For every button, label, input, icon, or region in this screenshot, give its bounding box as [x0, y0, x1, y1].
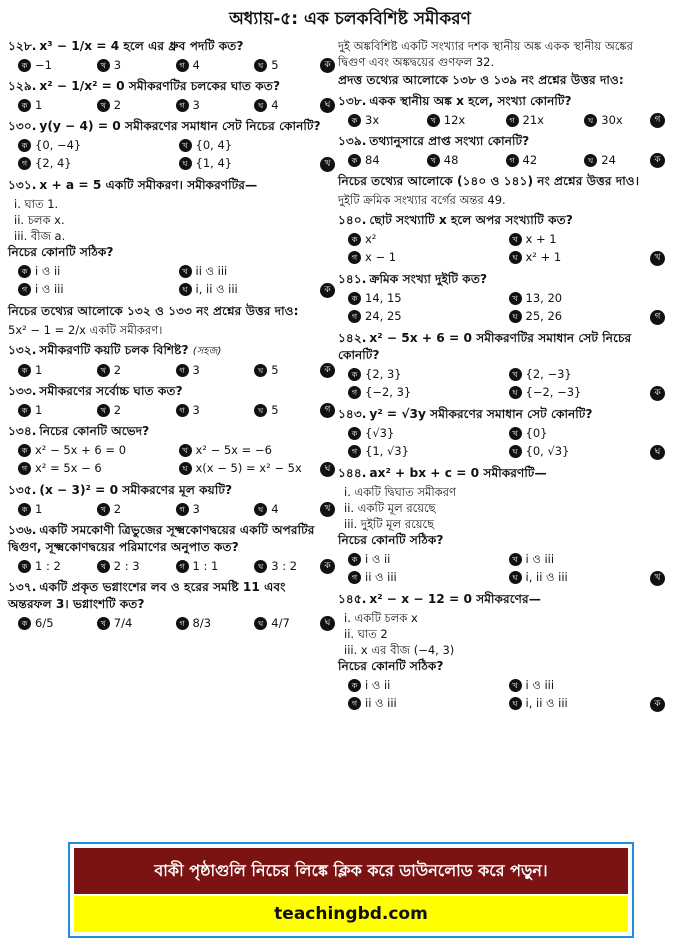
- answer-badge-icon: ক: [650, 697, 665, 712]
- option-b[interactable]: খ {0}: [509, 425, 664, 442]
- question-number: ১৩৮.: [338, 94, 367, 108]
- question-number: ১৩৩.: [8, 384, 37, 398]
- option-letter-icon: ঘ: [179, 157, 192, 170]
- option-letter-icon: ঘ: [254, 560, 267, 573]
- option-a[interactable]: ক x²: [348, 231, 503, 248]
- option-letter-icon: গ: [348, 386, 361, 399]
- option-d[interactable]: ঘ {0, √3}: [509, 443, 664, 460]
- option-letter-icon: গ: [18, 462, 31, 475]
- option-letter-icon: ঘ: [509, 445, 522, 458]
- option-d[interactable]: ঘ x² + 1: [509, 249, 664, 266]
- option-letter-icon: গ: [176, 617, 189, 630]
- option-letter-icon: ঘ: [254, 503, 267, 516]
- statement: ii. চলক x.: [14, 213, 65, 227]
- option-c[interactable]: গ x − 1: [348, 249, 503, 266]
- options: [8, 442, 333, 478]
- option-c[interactable]: গ 1 : 1: [176, 558, 255, 575]
- option-a[interactable]: ক 1: [18, 362, 97, 379]
- question-text: ক্রমিক সংখ্যা দুইটি কত?: [369, 272, 488, 286]
- option-letter-icon: খ: [179, 265, 192, 278]
- option-b[interactable]: খ {2, −3}: [509, 366, 664, 383]
- option-letter-icon: ঘ: [254, 404, 267, 417]
- option-d[interactable]: ঘ x(x − 5) = x² − 5x: [179, 460, 334, 477]
- question-137: [8, 579, 333, 632]
- options: [338, 112, 663, 129]
- option-a[interactable]: ক 84: [348, 152, 427, 169]
- question-text: ax² + bx + c = 0 সমীকরণটি—: [369, 466, 547, 480]
- option-letter-icon: খ: [427, 114, 440, 127]
- option-c[interactable]: গ 4: [176, 57, 255, 74]
- answer-badge-icon: ক: [320, 58, 335, 73]
- option-a[interactable]: ক i ও ii: [18, 263, 173, 280]
- option-letter-icon: খ: [97, 560, 110, 573]
- info-140-141: [338, 173, 663, 208]
- option-letter-icon: খ: [97, 404, 110, 417]
- option-d[interactable]: ঘ 5: [254, 362, 333, 379]
- question-number: ১৪০.: [338, 213, 367, 227]
- option-letter-icon: খ: [179, 139, 192, 152]
- option-letter-icon: খ: [97, 364, 110, 377]
- option-d[interactable]: ঘ 3 : 2: [254, 558, 333, 575]
- question-144: [338, 465, 663, 587]
- answer-badge-icon: খ: [650, 571, 665, 586]
- option-d[interactable]: ঘ {1, 4}: [179, 155, 334, 172]
- question-text: একক স্থানীয় অঙ্ক x হলে, সংখ্যা কোনটি?: [369, 94, 572, 108]
- answer-badge-icon: খ: [320, 157, 335, 172]
- question-text: y² = √3y সমীকরণের সমাধান সেট কোনটি?: [369, 407, 593, 421]
- question-text: x³ − 1/x = 4 হলে এর ধ্রুব পদটি কত?: [39, 39, 244, 53]
- question-145: [338, 591, 663, 713]
- option-letter-icon: ঘ: [509, 251, 522, 264]
- options: [8, 263, 333, 299]
- options: [338, 231, 663, 267]
- option-c[interactable]: গ {1, √3}: [348, 443, 503, 460]
- question-number: ১৩০.: [8, 119, 37, 133]
- option-letter-icon: গ: [18, 283, 31, 296]
- options: [338, 551, 663, 587]
- info-132-133: [8, 303, 333, 338]
- option-b[interactable]: খ 7/4: [97, 615, 176, 632]
- statement: i. একটি চলক x: [344, 611, 418, 625]
- option-b[interactable]: খ 12x: [427, 112, 506, 129]
- option-letter-icon: ঘ: [254, 617, 267, 630]
- option-letter-icon: ক: [18, 617, 31, 630]
- option-letter-icon: ক: [18, 503, 31, 516]
- option-c[interactable]: গ x² = 5x − 6: [18, 460, 173, 477]
- option-letter-icon: ক: [348, 154, 361, 167]
- option-letter-icon: ক: [18, 444, 31, 457]
- option-letter-icon: খ: [97, 617, 110, 630]
- option-letter-icon: ক: [348, 368, 361, 381]
- question-133: [8, 383, 333, 419]
- option-b[interactable]: খ i ও iii: [509, 551, 664, 568]
- answer-badge-icon: ক: [320, 283, 335, 298]
- option-a[interactable]: ক −1: [18, 57, 97, 74]
- info-138-139: [338, 38, 663, 89]
- question-number: ১৩১.: [8, 178, 37, 192]
- statement: iii. বীজ a.: [14, 229, 66, 243]
- options: [8, 137, 333, 173]
- option-letter-icon: গ: [506, 154, 519, 167]
- option-letter-icon: গ: [176, 99, 189, 112]
- question-number: ১৪৪.: [338, 466, 367, 480]
- question-text: (x − 3)² = 0 সমীকরণের মূল কয়টি?: [39, 483, 233, 497]
- option-letter-icon: গ: [176, 560, 189, 573]
- option-d[interactable]: ঘ 4: [254, 501, 333, 518]
- sub-question: নিচের কোনটি সঠিক?: [338, 533, 444, 547]
- option-b[interactable]: খ 2: [97, 362, 176, 379]
- question-136: [8, 522, 333, 575]
- option-a[interactable]: ক 1: [18, 501, 97, 518]
- option-d[interactable]: ঘ {−2, −3}: [509, 384, 664, 401]
- answer-badge-icon: ক: [320, 363, 335, 378]
- question-135: [8, 482, 333, 518]
- option-letter-icon: ঘ: [179, 462, 192, 475]
- option-c[interactable]: গ {−2, 3}: [348, 384, 503, 401]
- question-text: x² − 1/x² = 0 সমীকরণটির চলকের ঘাত কত?: [39, 79, 281, 93]
- answer-badge-icon: খ: [650, 251, 665, 266]
- options: [338, 425, 663, 461]
- option-letter-icon: খ: [509, 368, 522, 381]
- answer-badge-icon: ক: [650, 386, 665, 401]
- answer-badge-icon: ক: [320, 559, 335, 574]
- question-number: ১৪২.: [338, 331, 367, 345]
- option-a[interactable]: ক 6/5: [18, 615, 97, 632]
- question-text: একটি প্রকৃত ভগ্নাংশের লব ও হরের সমষ্টি 11 এবং অন্তরফল 3। ভগ্নাংশটি কত?: [8, 580, 286, 611]
- option-letter-icon: গ: [176, 59, 189, 72]
- page-title: অধ্যায়-৫: এক চলকবিশিষ্ট সমীকরণ: [229, 9, 471, 29]
- question-text: x + a = 5 একটি সমীকরণ। সমীকরণটির—: [39, 178, 258, 192]
- question-132: [8, 342, 333, 379]
- option-letter-icon: খ: [97, 99, 110, 112]
- answer-badge-icon: ঘ: [320, 98, 335, 113]
- option-letter-icon: ক: [348, 233, 361, 246]
- left-column: [8, 38, 333, 636]
- question-138: [338, 93, 663, 129]
- option-b[interactable]: খ 2: [97, 402, 176, 419]
- option-letter-icon: ক: [18, 265, 31, 278]
- option-letter-icon: ক: [348, 292, 361, 305]
- answer-badge-icon: গ: [320, 403, 335, 418]
- options: [8, 501, 333, 518]
- question-number: ১৩৫.: [8, 483, 37, 497]
- question-text: তথ্যানুসারে প্রাপ্ত সংখ্যা কোনটি?: [369, 134, 530, 148]
- option-d[interactable]: ঘ 5: [254, 402, 333, 419]
- answer-badge-icon: গ: [650, 310, 665, 325]
- option-d[interactable]: ঘ 4: [254, 97, 333, 114]
- options: [8, 362, 333, 379]
- instruction: নিচের তথ্যের আলোকে (১৪০ ও ১৪১) নং প্রশ্নের উত্তর দাও।: [338, 174, 640, 188]
- option-letter-icon: ঘ: [509, 697, 522, 710]
- right-column: [338, 38, 663, 717]
- statement: ii. একটি মূল রয়েছে: [344, 501, 436, 515]
- option-b[interactable]: খ 2: [97, 97, 176, 114]
- sub-question: নিচের কোনটি সঠিক?: [8, 245, 114, 259]
- option-b[interactable]: খ x² − 5x = −6: [179, 442, 334, 459]
- option-a[interactable]: ক {2, 3}: [348, 366, 503, 383]
- question-number: ১৩৪.: [8, 424, 37, 438]
- option-letter-icon: ক: [18, 364, 31, 377]
- option-d[interactable]: ঘ 5: [254, 57, 333, 74]
- option-letter-icon: খ: [509, 553, 522, 566]
- options: [8, 558, 333, 575]
- option-d[interactable]: ঘ i, ii ও iii: [509, 569, 664, 586]
- option-letter-icon: খ: [427, 154, 440, 167]
- option-c[interactable]: গ 3: [176, 97, 255, 114]
- option-letter-icon: খ: [509, 427, 522, 440]
- option-letter-icon: গ: [348, 571, 361, 584]
- option-letter-icon: গ: [18, 157, 31, 170]
- option-a[interactable]: ক 1: [18, 97, 97, 114]
- download-banner[interactable]: [68, 842, 634, 938]
- option-letter-icon: গ: [176, 503, 189, 516]
- option-letter-icon: ক: [348, 427, 361, 440]
- answer-badge-icon: ঘ: [320, 462, 335, 477]
- option-a[interactable]: ক 1 : 2: [18, 558, 97, 575]
- question-number: ১৩৯.: [338, 134, 367, 148]
- question-139: [338, 133, 663, 169]
- options: [8, 615, 333, 632]
- option-letter-icon: ঘ: [254, 99, 267, 112]
- statement: iii. x এর বীজ (−4, 3): [344, 643, 455, 657]
- statement: ii. ঘাত 2: [344, 627, 388, 641]
- option-c[interactable]: গ {2, 4}: [18, 155, 173, 172]
- option-c[interactable]: গ 21x: [506, 112, 585, 129]
- option-letter-icon: গ: [348, 697, 361, 710]
- option-letter-icon: ক: [348, 553, 361, 566]
- question-number: ১২৮.: [8, 39, 37, 53]
- option-c[interactable]: গ 42: [506, 152, 585, 169]
- option-a[interactable]: ক 1: [18, 402, 97, 419]
- option-a[interactable]: ক x² − 5x + 6 = 0: [18, 442, 173, 459]
- option-letter-icon: গ: [348, 310, 361, 323]
- option-letter-icon: গ: [348, 251, 361, 264]
- option-c[interactable]: গ 3: [176, 501, 255, 518]
- question-129: [8, 78, 333, 114]
- option-b[interactable]: খ 2 : 3: [97, 558, 176, 575]
- option-c[interactable]: গ ii ও iii: [348, 569, 503, 586]
- option-d[interactable]: ঘ 24: [584, 152, 663, 169]
- question-text: ছোট সংখ্যাটি x হলে অপর সংখ্যাটি কত?: [369, 213, 573, 227]
- question-text: একটি সমকোণী ত্রিভুজের সূক্ষ্মকোণদ্বয়ের একটি অপরটির দ্বিগুণ, সূক্ষ্মকোণদ্বয়ের পরিমাণের অনুপাত কত?: [8, 523, 315, 554]
- option-letter-icon: ঘ: [509, 310, 522, 323]
- option-d[interactable]: ঘ i, ii ও iii: [179, 281, 334, 298]
- option-letter-icon: খ: [179, 444, 192, 457]
- options: [338, 366, 663, 402]
- statement: i. একটি দ্বিঘাত সমীকরণ: [344, 485, 456, 499]
- question-130: [8, 118, 333, 173]
- option-letter-icon: ঘ: [584, 154, 597, 167]
- info-text: 5x² − 1 = 2/x একটি সমীকরণ।: [8, 323, 163, 337]
- option-a[interactable]: ক {0, −4}: [18, 137, 173, 154]
- option-a[interactable]: ক {√3}: [348, 425, 503, 442]
- question-128: [8, 38, 333, 74]
- option-letter-icon: গ: [176, 404, 189, 417]
- question-text: x² − x − 12 = 0 সমীকরণের—: [369, 592, 541, 606]
- question-141: [338, 271, 663, 326]
- option-d[interactable]: ঘ 4/7: [254, 615, 333, 632]
- instruction: নিচের তথ্যের আলোকে ১৩২ ও ১৩৩ নং প্রশ্নের উত্তর দাও:: [8, 304, 299, 318]
- info-text: দুই অঙ্কবিশিষ্ট একটি সংখ্যার দশক স্থানীয় অঙ্ক একক স্থানীয় অঙ্কের দ্বিগুণ এবং অঙ্কদ্বয়ের গুণফল 32.: [338, 39, 633, 69]
- option-letter-icon: ক: [18, 139, 31, 152]
- question-number: ১৩৬.: [8, 523, 37, 537]
- difficulty-tag: (সহজ): [192, 346, 222, 357]
- option-c[interactable]: গ 3: [176, 402, 255, 419]
- option-letter-icon: খ: [97, 503, 110, 516]
- option-a[interactable]: ক 3x: [348, 112, 427, 129]
- option-b[interactable]: খ i ও iii: [509, 677, 664, 694]
- question-text: নিচের কোনটি অভেদ?: [39, 424, 150, 438]
- option-c[interactable]: গ i ও iii: [18, 281, 173, 298]
- option-letter-icon: ঘ: [254, 59, 267, 72]
- statement: i. ঘাত 1.: [14, 197, 59, 211]
- question-131: [8, 177, 333, 299]
- question-number: ১৪৫.: [338, 592, 367, 606]
- question-142: [338, 330, 663, 402]
- options: [338, 152, 663, 169]
- answer-badge-icon: ঘ: [320, 616, 335, 631]
- answer-badge-icon: ক: [650, 153, 665, 168]
- question-140: [338, 212, 663, 267]
- question-number: ১৩২.: [8, 343, 37, 357]
- question-number: ১৪৩.: [338, 407, 367, 421]
- question-text: সমীকরণটি কয়টি চলক বিশিষ্ট?: [39, 343, 189, 357]
- question-text: x² − 5x + 6 = 0 সমীকরণটির সমাধান সেট নিচের কোনটি?: [338, 331, 632, 362]
- option-letter-icon: গ: [176, 364, 189, 377]
- statement: iii. দুইটি মূল রয়েছে: [344, 517, 435, 531]
- question-number: ১৪১.: [338, 272, 367, 286]
- banner-link[interactable]: teachingbd.com: [74, 896, 628, 932]
- question-text: সমীকরণের সর্বোচ্চ ঘাত কত?: [39, 384, 183, 398]
- option-a[interactable]: ক i ও ii: [348, 677, 503, 694]
- option-a[interactable]: ক i ও ii: [348, 551, 503, 568]
- question-134: [8, 423, 333, 478]
- option-letter-icon: খ: [509, 233, 522, 246]
- question-143: [338, 406, 663, 461]
- options: [338, 290, 663, 326]
- sub-question: নিচের কোনটি সঠিক?: [338, 659, 444, 673]
- option-b[interactable]: খ 48: [427, 152, 506, 169]
- options: [8, 57, 333, 74]
- option-b[interactable]: খ ii ও iii: [179, 263, 334, 280]
- option-letter-icon: খ: [97, 59, 110, 72]
- option-letter-icon: ক: [18, 59, 31, 72]
- option-letter-icon: ঘ: [179, 283, 192, 296]
- answer-badge-icon: খ: [320, 502, 335, 517]
- option-letter-icon: খ: [509, 292, 522, 305]
- option-a[interactable]: ক 14, 15: [348, 290, 503, 307]
- info-text: দুইটি ক্রমিক সংখ্যার বর্গের অন্তর 49.: [338, 193, 506, 207]
- options: [338, 677, 663, 713]
- option-letter-icon: ঘ: [509, 571, 522, 584]
- option-c[interactable]: গ 8/3: [176, 615, 255, 632]
- option-letter-icon: ক: [348, 679, 361, 692]
- option-d[interactable]: ঘ i, ii ও iii: [509, 695, 664, 712]
- option-letter-icon: গ: [348, 445, 361, 458]
- option-b[interactable]: খ 3: [97, 57, 176, 74]
- option-c[interactable]: গ 24, 25: [348, 308, 503, 325]
- options: [8, 97, 333, 114]
- option-letter-icon: ক: [18, 404, 31, 417]
- option-letter-icon: ক: [348, 114, 361, 127]
- option-letter-icon: গ: [506, 114, 519, 127]
- answer-badge-icon: ঘ: [650, 445, 665, 460]
- option-c[interactable]: গ 3: [176, 362, 255, 379]
- option-letter-icon: ক: [18, 560, 31, 573]
- option-b[interactable]: খ 2: [97, 501, 176, 518]
- option-letter-icon: ঘ: [584, 114, 597, 127]
- options: [8, 402, 333, 419]
- option-letter-icon: খ: [509, 679, 522, 692]
- option-letter-icon: ঘ: [509, 386, 522, 399]
- option-b[interactable]: খ 13, 20: [509, 290, 664, 307]
- option-c[interactable]: গ ii ও iii: [348, 695, 503, 712]
- option-d[interactable]: ঘ 30x: [584, 112, 663, 129]
- answer-badge-icon: গ: [650, 113, 665, 128]
- question-text: y(y − 4) = 0 সমীকরণের সমাধান সেট নিচের কোনটি?: [39, 119, 321, 133]
- instruction: প্রদত্ত তথ্যের আলোকে ১৩৮ ও ১৩৯ নং প্রশ্নের উত্তর দাও:: [338, 73, 624, 87]
- option-b[interactable]: খ {0, 4}: [179, 137, 334, 154]
- question-number: ১৩৭.: [8, 580, 37, 594]
- option-b[interactable]: খ x + 1: [509, 231, 664, 248]
- option-d[interactable]: ঘ 25, 26: [509, 308, 664, 325]
- question-number: ১২৯.: [8, 79, 37, 93]
- option-letter-icon: ঘ: [254, 364, 267, 377]
- option-letter-icon: ক: [18, 99, 31, 112]
- banner-text[interactable]: বাকী পৃষ্ঠাগুলি নিচের লিঙ্কে ক্লিক করে ডাউনলোড করে পড়ুন।: [74, 848, 628, 894]
